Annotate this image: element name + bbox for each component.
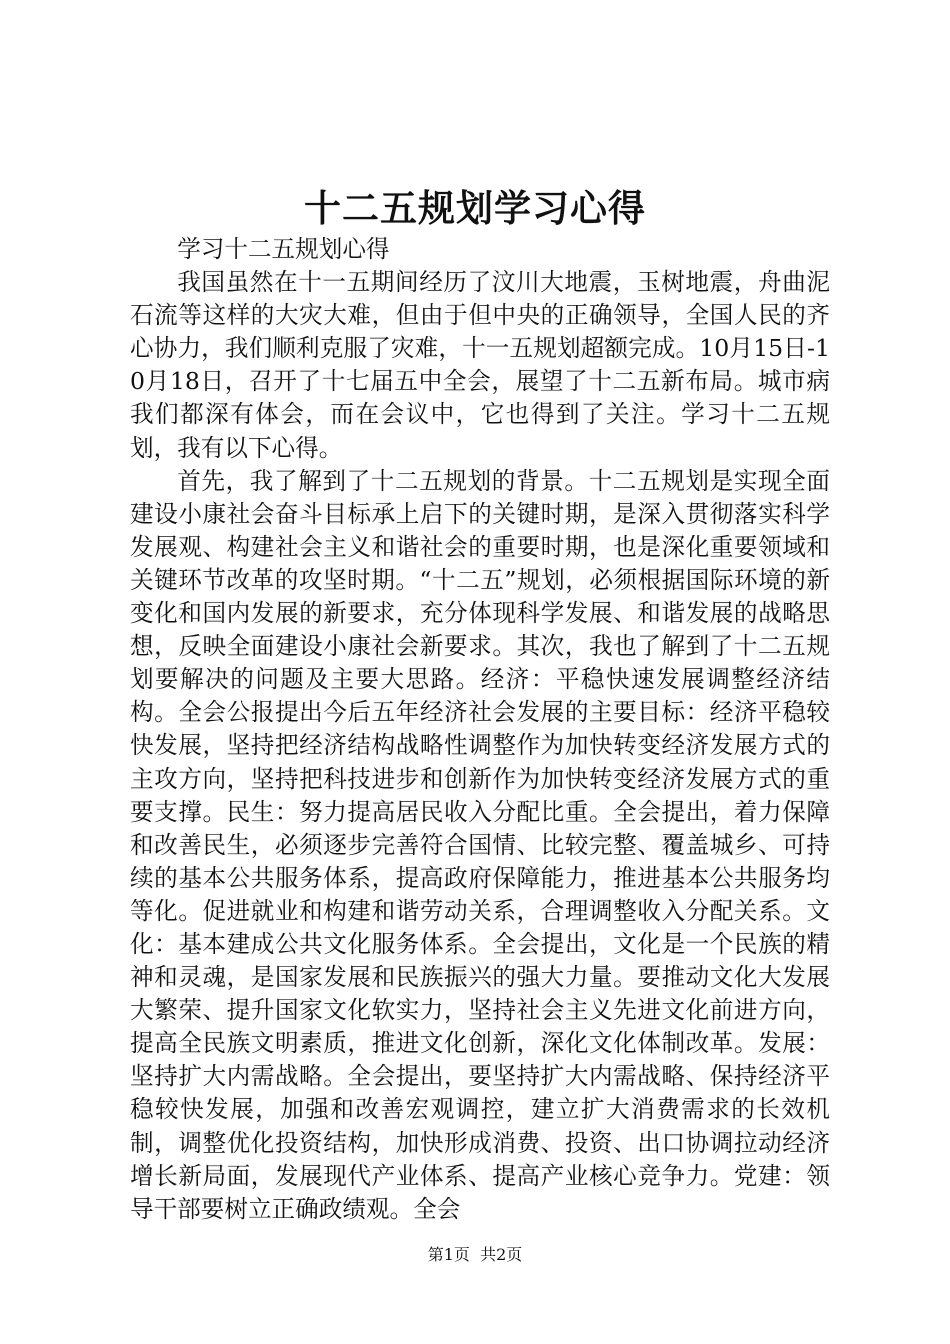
paragraph-intro: 我国虽然在十一五期间经历了汶川大地震，玉树地震，舟曲泥石流等这样的大灾大难，但由于但中央的正确领导，全国人民的齐心协力，我们顺利克服了灾难，十一五规划超额完成。10月15日-10月18日，召开了十七届五中全会，展望了十二五新布局。城市病我们都深有体会，而在会议中，它也得到了关注。学习十二五规划，我有以下心得。 xyxy=(130,268,830,462)
page-number: 第1页 xyxy=(427,1245,470,1264)
document-body xyxy=(130,233,830,1226)
document-title: 十二五规划学习心得 xyxy=(304,187,646,230)
paragraph-main: 首先，我了解到了十二五规划的背景。十二五规划是实现全面建设小康社会奋斗目标承上启下的关键时期，是深入贯彻落实科学发展观、构建社会主义和谐社会的重要时期，也是深化重要领域和关键环节改革的攻坚时期。“十二五”规划，必须根据国际环境的新变化和国内发展的新要求，充分体现科学发展、和谐发展的战略思想，反映全面建设小康社会新要求。其次，我也了解到了十二五规划要解决的问题及主要大思路。经济：平稳快速发展调整经济结构。全会公报提出今后五年经济社会发展的主要目标：经济平稳较快发展，坚持把经济结构战略性调整作为加快转变经济发展方式的主攻方向，坚持把科技进步和创新作为加快转变经济发展方式的重要支撑。民生：努力提高居民收入分配比重。全会提出，着力保障和改善民生，必须逐步完善符合国情、比较完整、覆盖城乡、可持续的基本公共服务体系，提高政府保障能力，推进基本公共服务均等化。促进就业和构建和谐劳动关系，合理调整收入分配关系。文化：基本建成公共文化服务体系。全会提出，文化是一个民族的精神和灵魂，是国家发展和民族振兴的强大力量。要推动文化大发展大繁荣、提升国家文化软实力，坚持社会主义先进文化前进方向，提高全民族文明素质，推进文化创新，深化文化体制改革。发展：坚持扩大内需战略。全会提出，要坚持扩大内需战略、保持经济平稳较快发展，加强和改善宏观调控，建立扩大消费需求的长效机制，调整优化投资结构，加快形成消费、投资、出口协调拉动经济增长新局面，发展现代产业体系、提高产业核心竞争力。党建：领导干部要树立正确政绩观。全会 xyxy=(130,466,830,1223)
page-footer xyxy=(0,1244,950,1266)
page-total: 共2页 xyxy=(480,1245,523,1264)
paragraph-subtitle: 学习十二五规划心得 xyxy=(177,235,390,263)
